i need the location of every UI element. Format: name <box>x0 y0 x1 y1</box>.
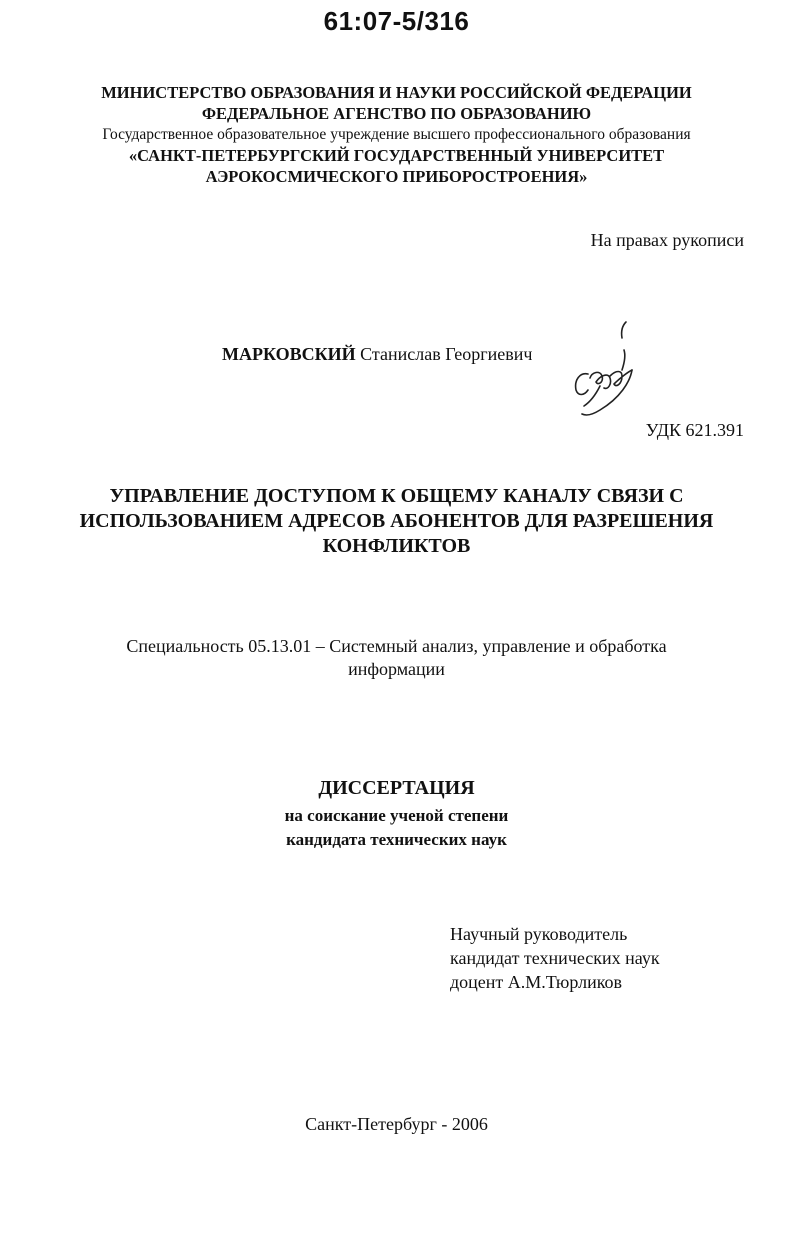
institution-type-line: Государственное образовательное учреждение высшего профессионального образования <box>102 126 691 143</box>
udc-code: УДК 621.391 <box>645 420 744 440</box>
document-type: ДИССЕРТАЦИЯ <box>318 777 475 799</box>
author-name <box>222 344 532 365</box>
archive-number: 61:07-5/316 <box>323 6 470 36</box>
author-given-names: Станислав Георгиевич <box>360 344 533 364</box>
specialty <box>0 635 793 681</box>
degree-statement <box>0 804 793 852</box>
university-name-line2: АЭРОКОСМИЧЕСКОГО ПРИБОРОСТРОЕНИЯ» <box>205 167 588 186</box>
ministry-line: МИНИСТЕРСТВО ОБРАЗОВАНИЯ И НАУКИ РОССИЙСКОЙ ФЕДЕРАЦИИ <box>101 83 692 102</box>
handwritten-signature <box>560 316 650 422</box>
title-line: УПРАВЛЕНИЕ ДОСТУПОМ К ОБЩЕМУ КАНАЛУ СВЯЗИ С <box>109 485 684 507</box>
manuscript-rights-label: На правах рукописи <box>590 230 744 250</box>
supervisor-degree: кандидат технических наук <box>450 948 660 968</box>
title-line: КОНФЛИКТОВ <box>322 535 471 557</box>
agency-line: ФЕДЕРАЛЬНОЕ АГЕНСТВО ПО ОБРАЗОВАНИЮ <box>201 104 592 123</box>
specialty-line: информации <box>348 659 445 679</box>
supervisor-block <box>450 922 660 994</box>
specialty-line: Специальность 05.13.01 – Системный анализ, управление и обработка <box>126 636 667 656</box>
supervisor-role: Научный руководитель <box>450 924 628 944</box>
dissertation-title <box>0 484 793 559</box>
degree-line: кандидата технических наук <box>286 830 507 849</box>
author-surname: МАРКОВСКИЙ <box>222 344 356 364</box>
city-year: Санкт-Петербург - 2006 <box>305 1114 488 1134</box>
institution-header <box>0 82 793 187</box>
degree-line: на соискание ученой степени <box>284 806 509 825</box>
supervisor-name: доцент А.М.Тюрликов <box>450 972 623 992</box>
title-line: ИСПОЛЬЗОВАНИЕМ АДРЕСОВ АБОНЕНТОВ ДЛЯ РАЗРЕШЕНИЯ <box>79 510 714 532</box>
university-name-line1: «САНКТ-ПЕТЕРБУРГСКИЙ ГОСУДАРСТВЕННЫЙ УНИВЕРСИТЕТ <box>128 146 665 165</box>
